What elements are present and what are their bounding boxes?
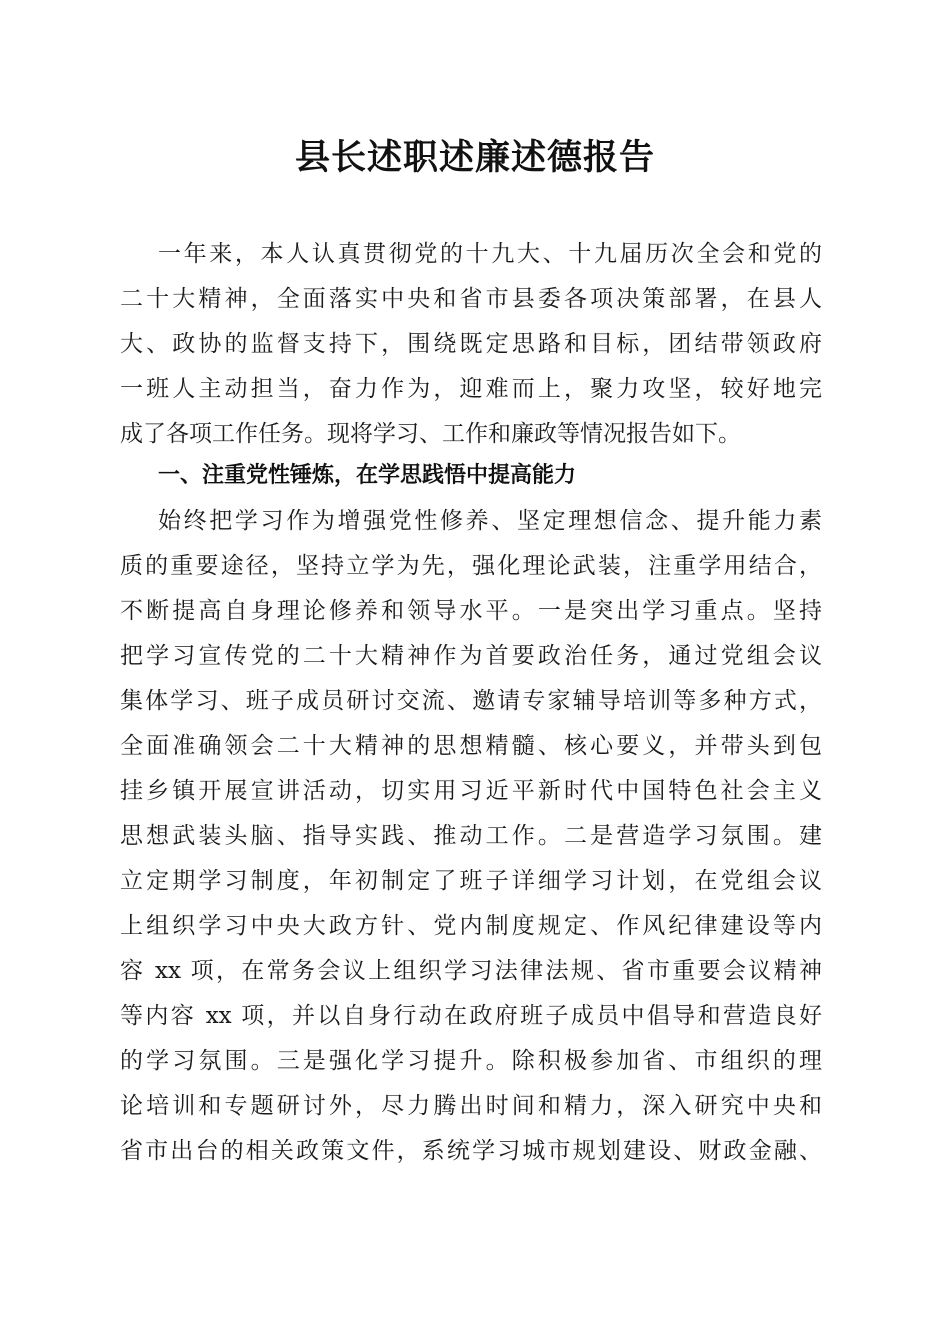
body-line: 不断提高自身理论修养和领导水平。一是突出学习重点。坚持 xyxy=(120,598,822,624)
intro-line: 一年来，本人认真贯彻党的十九大、十九届历次全会和党的 xyxy=(158,241,822,267)
document-title: 县长述职述廉述德报告 xyxy=(294,137,655,178)
body-line: 始终把学习作为增强党性修养、坚定理想信念、提升能力素 xyxy=(158,508,822,534)
body-line: 质的重要途径，坚持立学为先，强化理论武装，注重学用结合， xyxy=(120,553,822,579)
body-line: 立定期学习制度，年初制定了班子详细学习计划，在党组会议 xyxy=(120,868,822,894)
intro-line: 成了各项工作任务。现将学习、工作和廉政等情况报告如下。 xyxy=(120,421,741,447)
body-line: 全面准确领会二十大精神的思想精髓、核心要义，并带头到包 xyxy=(120,733,822,759)
body-line: 把学习宣传党的二十大精神作为首要政治任务，通过党组会议 xyxy=(120,643,822,669)
body-line: 集体学习、班子成员研讨交流、邀请专家辅导培训等多种方式， xyxy=(120,688,822,714)
body-line: 论培训和专题研讨外，尽力腾出时间和精力，深入研究中央和 xyxy=(120,1093,822,1119)
intro-line: 二十大精神，全面落实中央和省市县委各项决策部署，在县人 xyxy=(120,286,822,312)
body-line: 省市出台的相关政策文件，系统学习城市规划建设、财政金融、 xyxy=(120,1138,822,1164)
body-line: 等内容 xx 项，并以自身行动在政府班子成员中倡导和营造良好 xyxy=(120,1003,822,1029)
body-line: 容 xx 项，在常务会议上组织学习法律法规、省市重要会议精神 xyxy=(120,958,822,984)
intro-line: 大、政协的监督支持下，围绕既定思路和目标，团结带领政府 xyxy=(120,331,822,357)
intro-line: 一班人主动担当，奋力作为，迎难而上，聚力攻坚，较好地完 xyxy=(120,376,822,402)
body-line: 的学习氛围。三是强化学习提升。除积极参加省、市组织的理 xyxy=(120,1048,822,1074)
body-line: 挂乡镇开展宣讲活动，切实用习近平新时代中国特色社会主义 xyxy=(120,778,822,804)
section-heading: 一、注重党性锤炼，在学思践悟中提高能力 xyxy=(158,463,577,488)
body-line: 思想武装头脑、指导实践、推动工作。二是营造学习氛围。建 xyxy=(120,823,822,849)
body-line: 上组织学习中央大政方针、党内制度规定、作风纪律建设等内 xyxy=(120,913,822,939)
